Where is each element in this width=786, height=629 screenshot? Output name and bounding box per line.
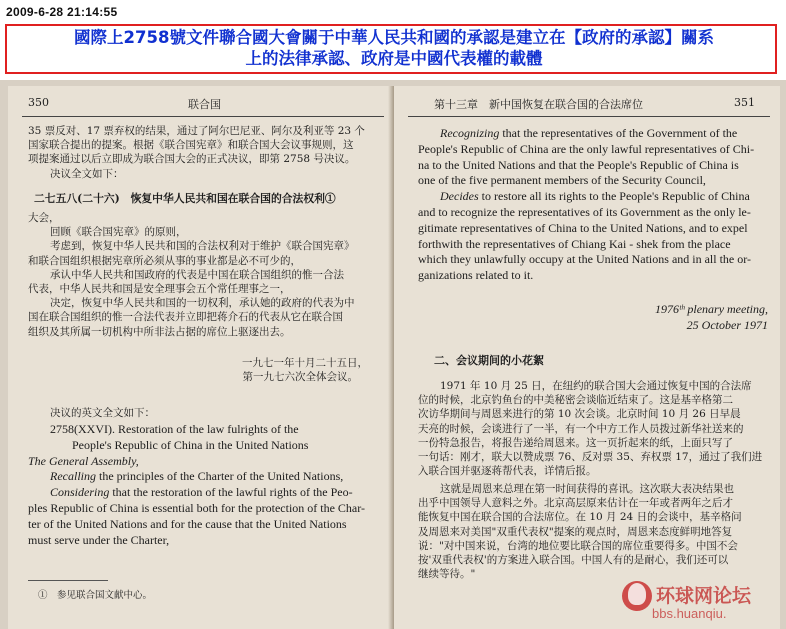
right-header-rule [408,116,770,117]
para-line: 这就是周恩来总理在第一时间获得的喜讯。这次联大表决结果也 [440,483,734,495]
caption-title-line-1: 國際上2758號文件聯合國大會關于中華人民共和國的承認是建立在【政府的承認】關系 [74,28,714,47]
en-line: must serve under the Charter, [28,532,170,547]
decides-word: Decides [440,189,479,204]
en-date: 25 October 1971 [686,317,768,332]
para-line: 1971 年 10 月 25 日，在纽约的联合国大会通过恢复中国的合法席 [440,380,752,392]
cn-line: 回顾《联合国宪章》的原则， [50,226,187,239]
cn-date-block [28,356,368,384]
cn-line: 代表，中华人民共和国是安全理事会五个常任理事之一， [28,283,291,296]
timestamp: 2009-6-28 21:14:55 [6,5,118,19]
para-line: 按'双重代表权'的方案进入联合国。中国人有的是耐心，我们还可以 [418,554,729,567]
considering-word: Considering [50,485,110,500]
cn-meeting: 第一九七六次全体会议。 [242,371,358,384]
decides-text: to restore all its rights to the People's Republic of China [478,189,750,204]
para-line: 能恢复中国在联合国的合法席位。在 10 月 24 日的会谈中，基辛格问 [418,511,742,524]
en-line: gitimate representatives of China to the United Nations, and to expel [418,220,748,235]
left-page [8,86,390,629]
forum-watermark [622,581,772,623]
intro-line: 35 票反对、17 票弃权的结果，通过了阿尔巴尼亚、阿尔及利亚等 23 个 [28,125,365,137]
left-intro [28,124,365,181]
para-line: 说："对中国来说，台湾的地位要比联合国的席位重要得多。中国不会 [418,539,738,552]
intro-line: 决议全文如下： [50,167,124,180]
en-resolution-right [418,126,754,284]
para-line: 一份特急报告，将报告递给周恩来。这一页折起来的纸，上面只写了 [418,436,733,449]
assembly-cn: 大会， [28,212,60,224]
general-assembly: The General Assembly, [28,453,139,468]
intro-line: 项提案通过以后立即成为联合国大会的正式决议，即第 2758 号决议。 [28,153,356,166]
en-resolution-left [28,422,365,548]
cn-line: 和联合国组织根据宪章所必须从事的事业都是必不可少的， [28,254,301,267]
cn-line: 决定，恢复中华人民共和国的一切权利，承认她的政府的代表为中 [50,297,355,310]
right-running-head: 第十三章 新中国恢复在联合国的合法席位 [434,98,643,111]
en-line: ganizations related to it. [418,268,534,283]
en-title-line: People's Republic of China in the United Nations [72,437,309,452]
para-line: 天亮的时候，会谈进行了一半，有一个中方工作人员拨过新华社送来的 [418,422,744,435]
resolution-cn-text [28,211,355,339]
plenary-meeting: 1976ᵗʰ plenary meeting, [654,302,768,316]
caption-title [14,27,774,69]
en-line: ples Republic of China is essential both for the protection of the Char- [28,500,366,515]
en-title-line: 2758(XXVI). Restoration of the law fulrights of the [50,422,299,436]
anecdote-para-1 [418,379,762,478]
en-line: People's Republic of China are the only lawful representatives of Chi- [418,141,755,156]
caption-title-line-2: 上的法律承認、政府是中國代表權的載體 [245,49,543,68]
en-line: na to the United Nations and that the People's Republic of China is [418,157,739,172]
para-line: 一句话：刚才，联大以赞成票 76、反对票 35、弃权票 17，通过了我们进 [418,451,763,464]
para-line: 次访华期间与周恩来进行的第 10 次会谈。北京时间 10 月 26 日早晨 [418,408,741,421]
recognizing-text: that the representatives of the Government of the [499,126,738,140]
right-page-number: 351 [734,96,755,109]
resolution-title: 二七五八(二十六) 恢复中华人民共和国在联合国的合法权利① [34,192,336,205]
watermark-text: 环球网论坛 [656,585,752,607]
anecdote-para-2 [418,482,742,581]
left-header-rule [22,116,384,117]
recognizing-word: Recognizing [440,126,500,140]
para-line: 及周恩来对美国"双重代表权"提案的观点时，周恩来态度鲜明地答复 [418,525,733,538]
recalling-word: Recalling [50,469,96,484]
en-line: one of the five permanent members of the Security Council, [418,173,706,188]
cn-line: 承认中华人民共和国政府的代表是中国在联合国组织的惟一合法 [50,268,344,281]
considering-text: that the restoration of the lawful rights of the Peo- [109,485,353,500]
cn-line: 考虑到，恢复中华人民共和国的合法权利对于维护《联合国宪章》 [50,240,355,253]
cn-line: 国在联合国组织的惟一合法代表并立即把蒋介石的代表从它在联合国 [28,311,343,324]
caption-banner [0,0,786,80]
cn-date: 一九七一年十月二十五日， [242,357,368,369]
en-section [28,406,155,420]
en-date-block [418,302,768,334]
book-photo [0,80,786,629]
en-line: which they unlawfully occupy at the United Nations and in all the or- [418,252,752,267]
section-title: 二、会议期间的小花絮 [434,354,544,367]
para-line: 继续等待。" [418,568,476,581]
right-page [394,86,780,629]
left-page-number: 350 [28,96,49,109]
en-line: and to recognize the representatives of its Government as the only le- [418,204,751,219]
footnote-rule [28,580,108,581]
footnote: ① 参见联合国文献中心。 [38,590,153,601]
cn-line: 组织及其所属一切机构中所非法占据的席位上驱逐出去。 [28,325,291,338]
para-line: 出乎中国领导人意料之外。北京高层原来估计在一年或者两年之后才 [418,497,733,510]
left-running-head: 联合国 [188,98,221,111]
en-line: ter of the United Nations and for the cause that the United Nations [28,516,347,531]
para-line: 位的时候，北京钓鱼台的中美秘密会谈临近结束了。这是基辛格第二 [418,394,733,407]
en-intro: 决议的英文全文如下： [50,407,155,419]
watermark-url: bbs.huanqiu. [652,606,727,621]
globe-logo-icon [622,581,652,611]
intro-line: 国家联合提出的提案。根据《联合国宪章》和联合国大会议事规则，这 [28,139,354,152]
para-line: 入联合国并驱逐蒋帮代表，详情后报。 [418,465,597,478]
en-line: forthwith the representatives of Chiang Kai - shek from the place [418,236,731,251]
recalling-text: the principles of the Charter of the United Nations, [95,469,344,484]
